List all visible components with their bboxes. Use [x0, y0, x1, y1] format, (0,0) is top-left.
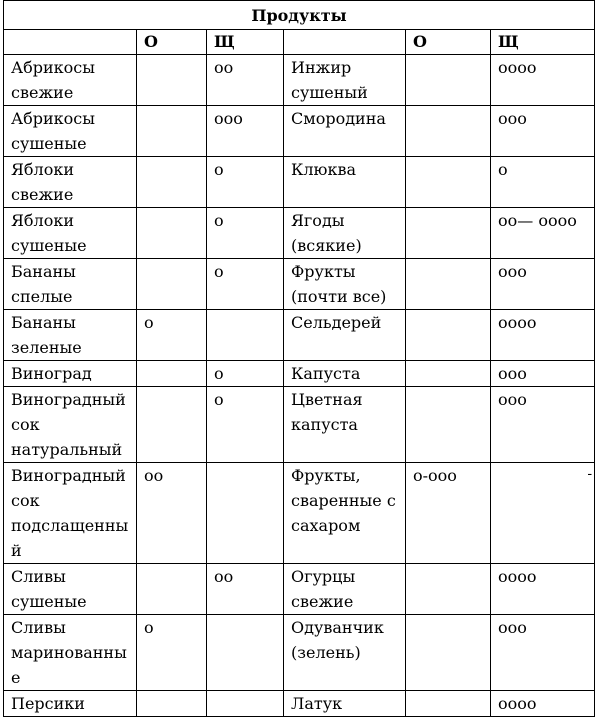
- table-row: [4, 259, 595, 310]
- table-row: [4, 157, 595, 208]
- sh-value: оооо: [491, 564, 595, 615]
- sh-value: [207, 615, 284, 691]
- sh-value: ооо: [491, 361, 595, 387]
- o-value: [406, 208, 491, 259]
- sh-value: оооо: [491, 55, 595, 106]
- o-value: [406, 564, 491, 615]
- header-sh-1: Щ: [207, 30, 284, 55]
- sh-value: ооо: [491, 259, 595, 310]
- o-value: [137, 55, 207, 106]
- sh-value-cell: [491, 463, 595, 564]
- product-name: Яблоки свежие: [4, 157, 137, 208]
- table-row: [4, 361, 595, 387]
- sh-value: [207, 463, 284, 564]
- o-value: [406, 310, 491, 361]
- sh-value: ооо: [491, 615, 595, 691]
- product-name: Сливы маринованные: [4, 615, 137, 691]
- sh-value: о: [207, 387, 284, 463]
- table-row: [4, 208, 595, 259]
- o-value: [406, 106, 491, 157]
- product-name: Капуста: [284, 361, 406, 387]
- product-name: Сельдерей: [284, 310, 406, 361]
- sh-value: о: [207, 361, 284, 387]
- header-o-1: О: [137, 30, 207, 55]
- product-name: Ягоды (всякие): [284, 208, 406, 259]
- product-name: Бананы спелые: [4, 259, 137, 310]
- table-row: [4, 310, 595, 361]
- o-value: [406, 55, 491, 106]
- sh-value: оо: [207, 55, 284, 106]
- header-row: [4, 30, 595, 55]
- sh-value: -: [587, 466, 593, 482]
- o-value: [137, 691, 207, 717]
- product-name: Персики: [4, 691, 137, 717]
- product-name: Сливы сушеные: [4, 564, 137, 615]
- sh-value: ооо: [491, 387, 595, 463]
- sh-value: оо— оооо: [491, 208, 595, 259]
- product-name: Латук: [284, 691, 406, 717]
- product-name: Яблоки сушеные: [4, 208, 137, 259]
- sh-value: о: [207, 208, 284, 259]
- header-product-2: [284, 30, 406, 55]
- products-table: [3, 0, 595, 717]
- product-name: Фрукты (почти все): [284, 259, 406, 310]
- product-name: Огурцы свежие: [284, 564, 406, 615]
- product-name: Клюква: [284, 157, 406, 208]
- sh-value: о: [207, 157, 284, 208]
- product-name: Абрикосы свежие: [4, 55, 137, 106]
- o-value: [406, 615, 491, 691]
- product-name: Бананы зеленые: [4, 310, 137, 361]
- table-title: Продукты: [4, 1, 595, 30]
- o-value: [406, 361, 491, 387]
- table-row: [4, 564, 595, 615]
- table-row: [4, 106, 595, 157]
- o-value: [137, 157, 207, 208]
- header-o-2: О: [406, 30, 491, 55]
- product-name: Инжир сушеный: [284, 55, 406, 106]
- o-value: [137, 361, 207, 387]
- o-value: [137, 387, 207, 463]
- product-name: Цветная капуста: [284, 387, 406, 463]
- product-name: Виноградный сок подслащенный: [4, 463, 137, 564]
- header-product-1: [4, 30, 137, 55]
- header-sh-2: Щ: [491, 30, 595, 55]
- product-name: Виноград: [4, 361, 137, 387]
- sh-value: ооо: [491, 106, 595, 157]
- o-value: [406, 157, 491, 208]
- product-name: Одуванчик (зелень): [284, 615, 406, 691]
- sh-value: [207, 310, 284, 361]
- o-value: [137, 106, 207, 157]
- sh-value: оооо: [491, 691, 595, 717]
- product-name: Смородина: [284, 106, 406, 157]
- table-row: [4, 691, 595, 717]
- o-value: [137, 208, 207, 259]
- table-row: [4, 615, 595, 691]
- sh-value: о: [207, 259, 284, 310]
- o-value: о-ооо: [406, 463, 491, 564]
- sh-value: ооо: [207, 106, 284, 157]
- o-value: [137, 564, 207, 615]
- o-value: [406, 691, 491, 717]
- o-value: [406, 387, 491, 463]
- table-row: [4, 55, 595, 106]
- sh-value: оо: [207, 564, 284, 615]
- o-value: о: [137, 615, 207, 691]
- o-value: о: [137, 310, 207, 361]
- sh-value: оооо: [491, 310, 595, 361]
- o-value: [137, 259, 207, 310]
- table-row: [4, 387, 595, 463]
- sh-value: [207, 691, 284, 717]
- product-name: Абрикосы сушеные: [4, 106, 137, 157]
- product-name: Фрукты, сваренные с сахаром: [284, 463, 406, 564]
- product-name: Виноградный сок натуральный: [4, 387, 137, 463]
- title-row: [4, 1, 595, 30]
- table-row: [4, 463, 595, 564]
- o-value: [406, 259, 491, 310]
- sh-value: о: [491, 157, 595, 208]
- o-value: оо: [137, 463, 207, 564]
